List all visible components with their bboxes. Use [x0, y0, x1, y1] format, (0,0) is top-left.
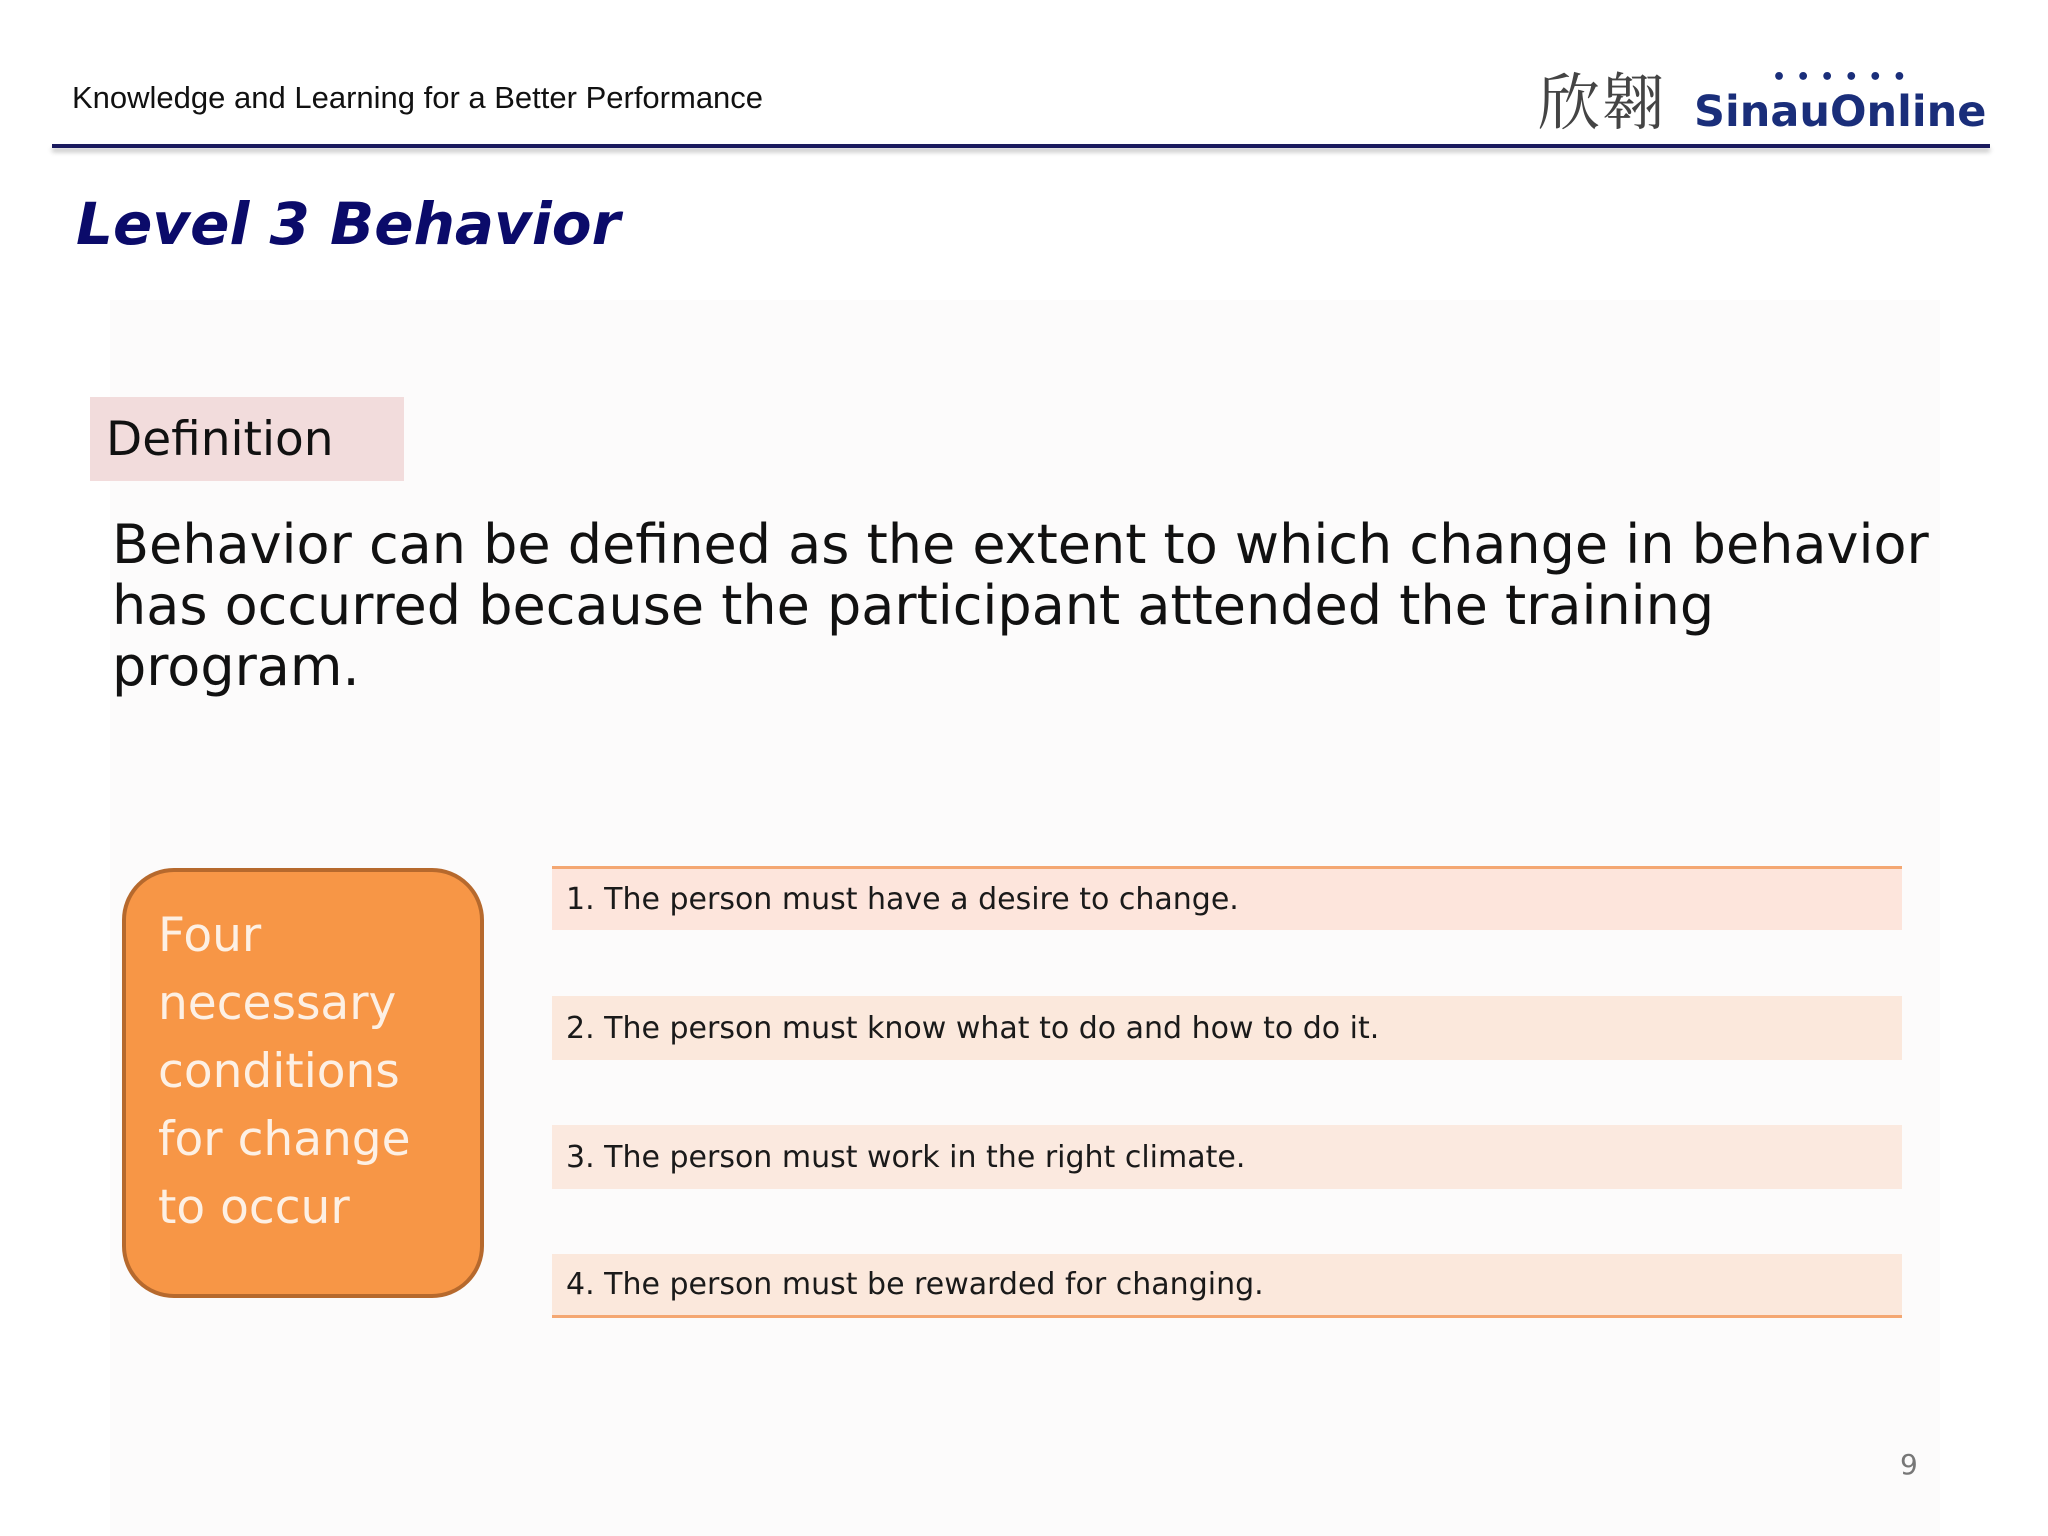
logo-chinese-characters: 欣翱 [1538, 66, 1667, 139]
conditions-heading: Four necessary conditions for change to occur [158, 908, 411, 1235]
definition-label [90, 397, 404, 481]
slide-title: Level 3 Behavior [76, 190, 621, 258]
condition-item-text: 2. The person must know what to do and how to do it. [566, 1010, 1380, 1046]
logo-brand-text: SinauOnline [1694, 87, 1987, 137]
condition-item [552, 996, 1902, 1060]
header-divider [52, 144, 1990, 148]
conditions-heading-box [122, 868, 484, 1298]
condition-item-text: 4. The person must be rewarded for changing. [566, 1267, 1264, 1302]
condition-item-text: 1. The person must have a desire to change. [566, 882, 1239, 917]
brand-logo [1538, 50, 1987, 139]
condition-item [552, 1254, 1902, 1318]
condition-item [552, 866, 1902, 930]
condition-item [552, 1125, 1902, 1189]
logo-dots: •••••• [1772, 65, 1917, 90]
condition-item-text: 3. The person must work in the right climate. [566, 1139, 1246, 1175]
definition-label-text: Definition [106, 411, 334, 467]
logo-wordmark [1694, 65, 1987, 137]
definition-text: Behavior can be defined as the extent to which change in behavior has occurred because the participant attended the training program. [112, 513, 1929, 698]
header-tagline: Knowledge and Learning for a Better Performance [72, 80, 764, 115]
page-number: 9 [1900, 1448, 1918, 1481]
